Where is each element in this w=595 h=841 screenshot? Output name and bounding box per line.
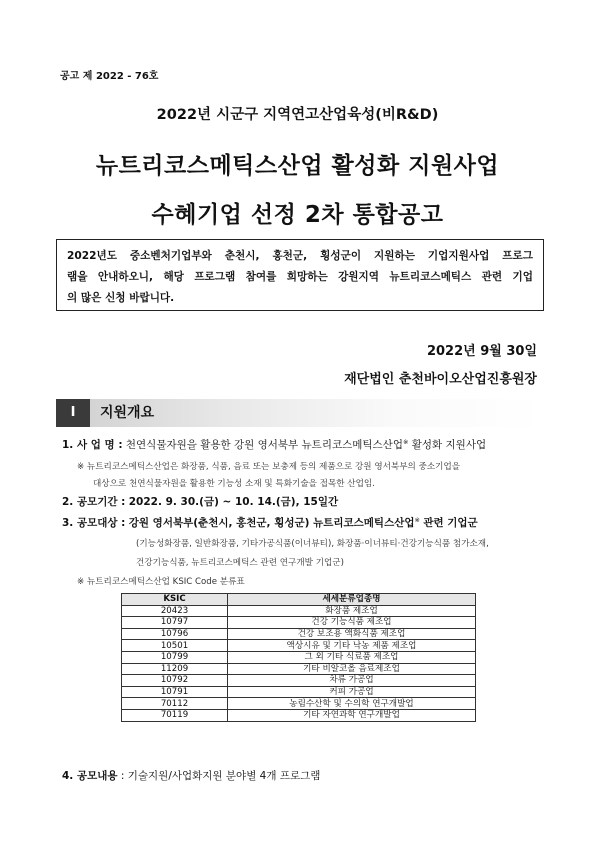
item-period	[62, 494, 338, 509]
ksic-code: 10796	[122, 628, 228, 640]
issuing-organization: 재단법인 춘천바이오산업진흥원장	[344, 372, 537, 387]
notice-number: 공고 제 2022 - 76호	[60, 71, 159, 82]
period-label: 2. 공모기간 :	[62, 496, 126, 508]
section-number: Ⅰ	[56, 399, 90, 427]
period-value: 2022. 9. 30.(금) ~ 10. 14.(금), 15일간	[128, 496, 339, 508]
ksic-code: 11209	[122, 663, 228, 675]
target-value: 강원 영서북부(춘천시, 홍천군, 횡성군) 뉴트리코스메틱스산업	[128, 517, 415, 529]
target-sub-line1: (기능성화장품, 일반화장품, 기타가공식품(이너뷰티), 화장품·이너뷰티·건강기능식품 첨가소재,	[136, 539, 489, 549]
ksic-code: 20423	[122, 605, 228, 617]
ksic-table-note: ※ 뉴트리코스메틱스산업 KSIC Code 분류표	[77, 577, 245, 587]
table-row	[122, 651, 476, 663]
ksic-header-industry: 세세분류업종명	[228, 594, 476, 606]
table-row	[122, 698, 476, 710]
item-business-name	[62, 437, 486, 452]
business-name-note-line2: 대상으로 천연식물자원을 활용한 기능성 소재 및 특화기술을 접목한 산업임.	[93, 479, 375, 489]
ksic-industry: 차류 가공업	[228, 675, 476, 687]
ksic-industry: 커피 가공업	[228, 686, 476, 698]
content-value: : 기술지원/사업화지원 분야별 4개 프로그램	[120, 770, 321, 782]
ksic-header-code: KSIC	[122, 594, 228, 606]
table-row	[122, 628, 476, 640]
table-row	[122, 675, 476, 687]
document-title-line1: 뉴트리코스메틱스산업 활성화 지원사업	[95, 153, 500, 179]
ksic-industry: 그 외 기타 식료품 제조업	[228, 651, 476, 663]
ksic-table-header-row	[122, 594, 476, 606]
table-row	[122, 640, 476, 652]
ksic-industry: 기타 자연과학 연구개발업	[228, 709, 476, 721]
business-name-note-line1: ※ 뉴트리코스메틱스산업은 화장품, 식품, 음료 또는 보충제 등의 제품으로 강원 영서북부의 중소기업을	[77, 462, 461, 472]
ksic-industry: 기타 비알코올 음료제조업	[228, 663, 476, 675]
content-label: 4. 공모내용	[62, 770, 118, 782]
ksic-code: 10792	[122, 675, 228, 687]
ksic-code: 10791	[122, 686, 228, 698]
section-title: 지원개요	[100, 405, 155, 421]
ksic-code: 70112	[122, 698, 228, 710]
table-row	[122, 709, 476, 721]
intro-line-3: 의 많은 신청 바랍니다.	[67, 292, 175, 304]
intro-box	[56, 239, 544, 311]
table-row	[122, 663, 476, 675]
ksic-code: 10797	[122, 617, 228, 629]
intro-line-2: 램을 안내하오니, 해당 프로그램 참여를 희망하는 강원지역 뉴트리코스메틱스 관련 기업	[67, 271, 533, 283]
section-header	[56, 399, 544, 427]
ksic-industry: 건강 기능식품 제조업	[228, 617, 476, 629]
table-row	[122, 617, 476, 629]
ksic-industry: 건강 보조용 액화식품 제조업	[228, 628, 476, 640]
table-row	[122, 686, 476, 698]
ksic-code: 10799	[122, 651, 228, 663]
item-target	[62, 515, 478, 530]
target-mark: ※	[414, 516, 420, 524]
ksic-code: 10501	[122, 640, 228, 652]
item-content	[62, 768, 320, 783]
ksic-code: 70119	[122, 709, 228, 721]
business-name-value: 천연식물자원을 활용한 강원 영서북부 뉴트리코스메틱스산업	[125, 439, 403, 451]
ksic-industry: 액상시유 및 기타 낙농 제품 제조업	[228, 640, 476, 652]
document-title-line2: 수혜기업 선정 2차 통합공고	[151, 202, 444, 228]
announcement-date: 2022년 9월 30일	[426, 344, 537, 359]
target-sub-line2: 건강기능식품, 뉴트리코스메틱스 관련 연구개발 기업군)	[136, 558, 344, 568]
business-name-mark: ※	[402, 438, 409, 446]
table-row	[122, 605, 476, 617]
intro-line-1: 2022년도 중소벤처기업부와 춘천시, 홍천군, 횡성군이 지원하는 기업지원사업 프로그	[67, 250, 533, 262]
document-subtitle: 2022년 시군구 지역연고산업육성(비R&D)	[156, 107, 439, 123]
target-value-tail: 관련 기업군	[423, 517, 478, 529]
ksic-industry: 화장품 제조업	[228, 605, 476, 617]
business-name-label: 1. 사 업 명 :	[62, 439, 123, 451]
target-label: 3. 공모대상 :	[62, 517, 126, 529]
ksic-industry: 농림수산학 및 수의학 연구개발업	[228, 698, 476, 710]
ksic-table	[121, 593, 476, 722]
business-name-value-tail: 활성화 지원사업	[411, 439, 487, 451]
